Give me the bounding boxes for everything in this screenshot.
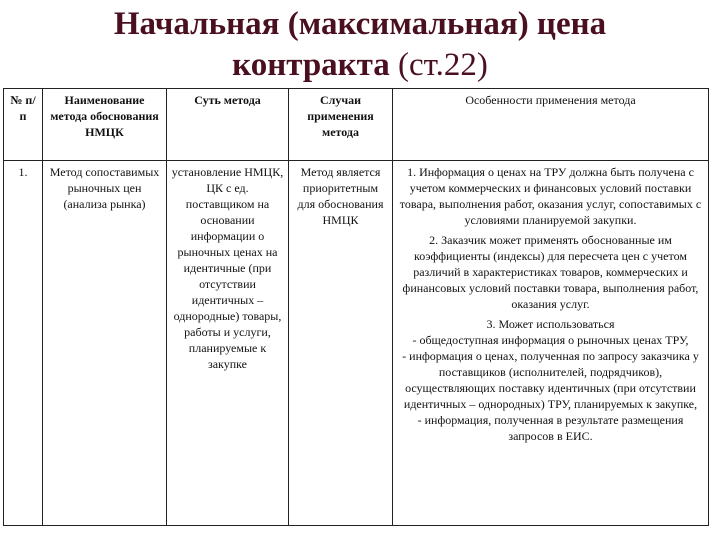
methods-table bbox=[3, 88, 709, 526]
header-method-name: Наименование метода обоснования НМЦК bbox=[43, 89, 167, 161]
header-application-cases: Случаи применения метода bbox=[289, 89, 393, 161]
row1-application-features bbox=[393, 161, 709, 526]
title-article-ref: (ст.22) bbox=[389, 47, 488, 83]
header-method-essence: Суть метода bbox=[167, 89, 289, 161]
feature-item-2: 2. Заказчик может применять обоснованные им коэффициенты (индексы) для пересчета цен с учетом различий в характеристиках товаров, коммерческих и финансовых условий поставки товара, выполнения работ, оказания услуг. bbox=[402, 233, 699, 311]
title-line-1: Начальная (максимальная) цена bbox=[113, 6, 607, 42]
row1-application-cases: Метод является приоритетным для обоснования НМЦК bbox=[289, 161, 393, 526]
slide-title bbox=[0, 4, 720, 86]
title-contract-word: контракта bbox=[232, 47, 390, 83]
header-num: № п/п bbox=[4, 89, 43, 161]
title-line-2 bbox=[0, 45, 720, 86]
feature-item-3: 3. Может использоваться bbox=[486, 317, 615, 331]
feature-subitem-eis-request: - информация, полученная в результате размещения запросов в ЕИС. bbox=[417, 413, 684, 443]
table-header-row bbox=[4, 89, 709, 161]
feature-item-1: 1. Информация о ценах на ТРУ должна быть получена с учетом коммерческих и финансовых условий поставки товара, выполнения работ, оказания услуг, сопоставимых с условиями планируемой закупки. bbox=[399, 165, 702, 227]
row1-method-name: Метод сопоставимых рыночных цен (анализа рынка) bbox=[43, 161, 167, 526]
row1-method-essence: установление НМЦК, ЦК с ед. поставщиком на основании информации о рыночных ценах на идентичные (при отсутствии идентичных – однородные) товары, работы и услуги, планируемые к закупке bbox=[167, 161, 289, 526]
header-application-features: Особенности применения метода bbox=[393, 89, 709, 161]
feature-subitem-public-info: - общедоступная информация о рыночных ценах ТРУ, bbox=[412, 333, 689, 347]
feature-subitem-supplier-request: - информация о ценах, полученная по запросу заказчика у поставщиков (исполнителей, подрядчиков), осуществляющих поставку идентичных (при отсутствии идентичных – однородных) ТРУ, планируемых к закупке, bbox=[402, 349, 699, 411]
row1-num: 1. bbox=[4, 161, 43, 526]
table-row bbox=[4, 161, 709, 526]
